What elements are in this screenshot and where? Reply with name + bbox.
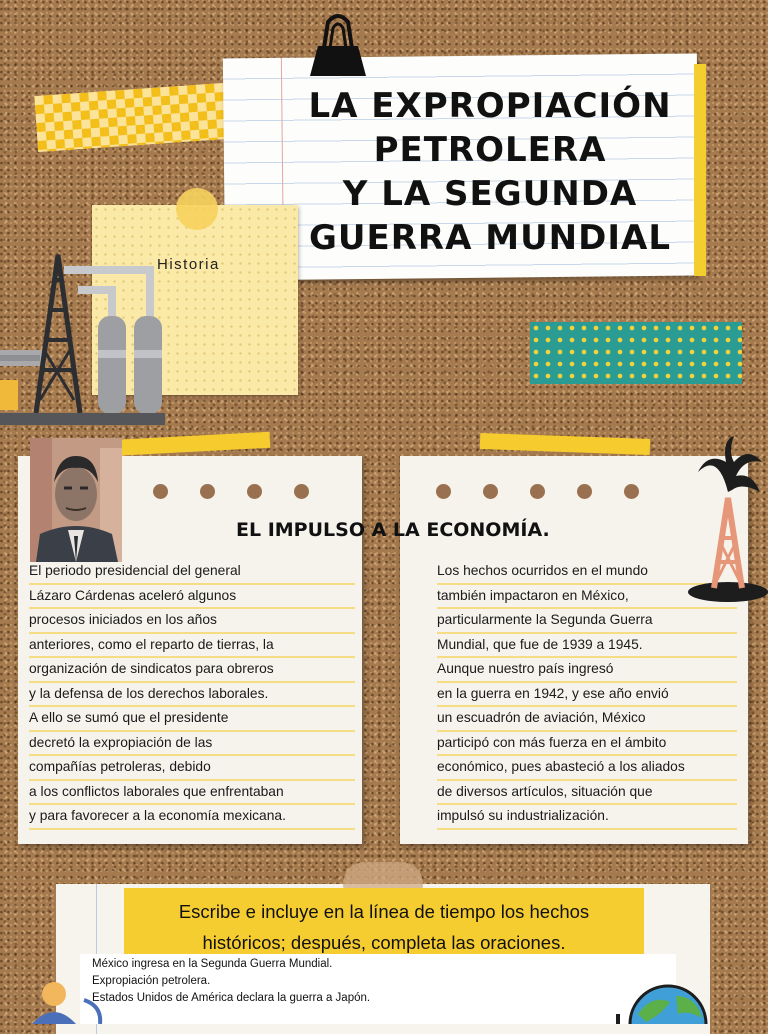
text-line: económico, pues abasteció a los aliados: [437, 756, 737, 781]
person-icon: [28, 980, 108, 1024]
binder-clip-icon: [302, 8, 374, 78]
binder-hole: [153, 484, 168, 499]
text-line: particularmente la Segunda Guerra: [437, 609, 737, 634]
text-line: Lázaro Cárdenas aceleró algunos: [29, 585, 355, 610]
binder-hole: [530, 484, 545, 499]
text-line: compañías petroleras, debido: [29, 756, 355, 781]
binder-hole: [483, 484, 498, 499]
title-line: Y LA SEGUNDA: [342, 174, 638, 214]
text-line: de diversos artículos, situación que: [437, 781, 737, 806]
binder-hole: [577, 484, 592, 499]
text-line: también impactaron en México,: [437, 585, 737, 610]
event-item: Expropiación petrolera.: [92, 975, 211, 987]
teal-dotted-tape: [530, 322, 742, 384]
text-line: y la defensa de los derechos laborales.: [29, 683, 355, 708]
text-line: organización de sindicatos para obreros: [29, 658, 355, 683]
text-line: Aunque nuestro país ingresó: [437, 658, 737, 683]
text-line: anteriores, como el reparto de tierras, la: [29, 634, 355, 659]
binder-hole: [436, 484, 451, 499]
title-line: PETROLERA: [373, 130, 607, 170]
text-line: en la guerra en 1942, y ese año envió: [437, 683, 737, 708]
binder-hole: [247, 484, 262, 499]
text-line: A ello se sumó que el presidente: [29, 707, 355, 732]
event-item: Estados Unidos de América declara la guerra a Japón.: [92, 992, 371, 1004]
instructions-line: históricos; después, completa las oraciones.: [202, 932, 566, 953]
left-card-text: [29, 560, 355, 830]
section-heading: EL IMPULSO A LA ECONOMÍA.: [236, 519, 550, 541]
binder-hole: [624, 484, 639, 499]
text-line: participó con más fuerza en el ámbito: [437, 732, 737, 757]
text-line: un escuadrón de aviación, México: [437, 707, 737, 732]
category-label: Historia: [157, 256, 220, 273]
page-title: [300, 84, 680, 260]
text-line: El periodo presidencial del general: [29, 560, 355, 585]
binder-hole: [200, 484, 215, 499]
text-line: procesos iniciados en los años: [29, 609, 355, 634]
event-item: México ingresa en la Segunda Guerra Mundial.: [92, 958, 333, 970]
binder-hole: [294, 484, 309, 499]
pin-dot: [176, 188, 218, 230]
instructions-line: Escribe e incluye en la línea de tiempo los hechos: [178, 901, 590, 922]
shelf-bar: [0, 413, 165, 425]
text-line: y para favorecer a la economía mexicana.: [29, 805, 355, 830]
left-card-tape: [108, 432, 271, 456]
title-line: GUERRA MUNDIAL: [308, 218, 671, 258]
text-line: Mundial, que fue de 1939 a 1945.: [437, 634, 737, 659]
title-note-edge: [694, 64, 706, 276]
left-card-holes: [153, 484, 309, 499]
title-line: LA EXPROPIACIÓN: [308, 86, 672, 126]
text-line: a los conflictos laborales que enfrentaban: [29, 781, 355, 806]
oil-derrick-icon: [688, 432, 768, 604]
text-line: impulsó su industrialización.: [437, 805, 737, 830]
globe-icon: [612, 984, 716, 1024]
right-card-holes: [436, 484, 639, 499]
instructions-text: [124, 896, 644, 958]
events-list: [92, 956, 370, 1007]
right-card-tape: [480, 433, 650, 455]
portrait-image: [30, 438, 122, 562]
refinery-icon: [0, 250, 170, 415]
text-line: decretó la expropiación de las: [29, 732, 355, 757]
text-line: Los hechos ocurridos en el mundo: [437, 560, 737, 585]
